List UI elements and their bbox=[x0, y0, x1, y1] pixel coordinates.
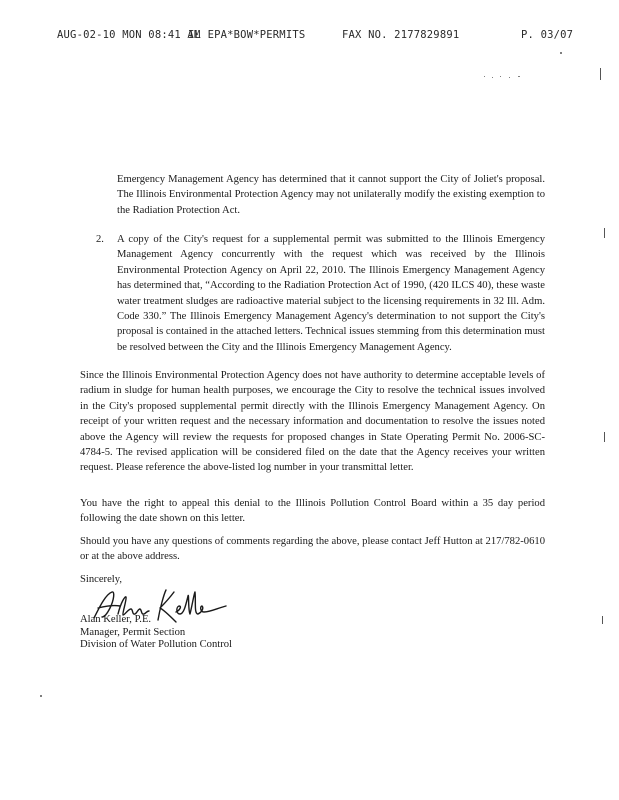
scan-speck bbox=[492, 77, 493, 78]
scan-speck bbox=[602, 616, 603, 624]
scan-speck bbox=[509, 77, 510, 78]
fax-sender: IL EPA*BOW*PERMITS bbox=[188, 29, 306, 41]
scan-speck bbox=[604, 228, 605, 238]
fax-number: FAX NO. 2177829891 bbox=[342, 29, 460, 41]
scan-speck bbox=[518, 76, 520, 77]
fax-date: AUG-02-10 MON 08:41 AM bbox=[57, 29, 201, 41]
scan-speck bbox=[560, 52, 562, 54]
continuation-paragraph: Emergency Management Agency has determined that it cannot support the City of Joliet's proposal. The Illinois Environmental Protection Agency may not unilaterally modify the existing exemption to the Radiation Protection Act. bbox=[117, 174, 545, 216]
closing: Sincerely, bbox=[80, 574, 122, 585]
paragraph-appeal: You have the right to appeal this denial to the Illinois Pollution Control Board within a 35 day period following the date shown on this letter. bbox=[80, 498, 545, 525]
list-item-number: 2. bbox=[96, 234, 104, 245]
scan-speck bbox=[600, 68, 601, 80]
scan-speck bbox=[484, 76, 485, 77]
paragraph-authority: Since the Illinois Environmental Protection Agency does not have authority to determine acceptable levels of radium in sludge for human health purposes, we encourage the City to resolve the technical issues involved in the City's proposed supplemental permit directly with the Illinois Emergency Management Agency. On receipt of your written request and the necessary information and documentation to resolve the issues noted above the Agency will review the requests for proposed changes in State Operating Permit No. 2006-SC-4784-5. The revised application will be considered filed on the date that the Agency receives your written request. Please reference the above-listed log number in your transmittal letter. bbox=[80, 370, 545, 474]
fax-page: P. 03/07 bbox=[521, 29, 574, 41]
scan-speck bbox=[500, 76, 501, 77]
signatory-division: Division of Water Pollution Control bbox=[80, 639, 232, 651]
scan-speck bbox=[40, 695, 42, 697]
signature-block bbox=[80, 614, 232, 652]
scan-speck bbox=[604, 432, 605, 442]
fax-header bbox=[0, 29, 619, 45]
signatory-title: Manager, Permit Section bbox=[80, 626, 186, 638]
paragraph-questions: Should you have any questions of comments regarding the above, please contact Jeff Hutton at 217/782-0610 or at the above address. bbox=[80, 536, 545, 563]
signatory-name: Alan Keller, P.E. bbox=[80, 614, 152, 625]
list-item-text: A copy of the City's request for a supplemental permit was submitted to the Illinois Emergency Management Agency concurrently with the request which was received by the Illinois Environmental Protection Agency on April 22, 2010. The Illinois Emergency Management Agency has determined that, “According to the Radiation Protection Act of 1990, (420 ILCS 40), these waste water treatment sludges are radioactive material subject to the licensing requirements in 32 Ill. Adm. Code 330.” The Illinois Emergency Management Agency's determination to not support the City's proposal is contained in the attached letters. Technical issues stemming from this determination must be resolved between the City and the Illinois Emergency Management Agency. bbox=[117, 234, 545, 353]
